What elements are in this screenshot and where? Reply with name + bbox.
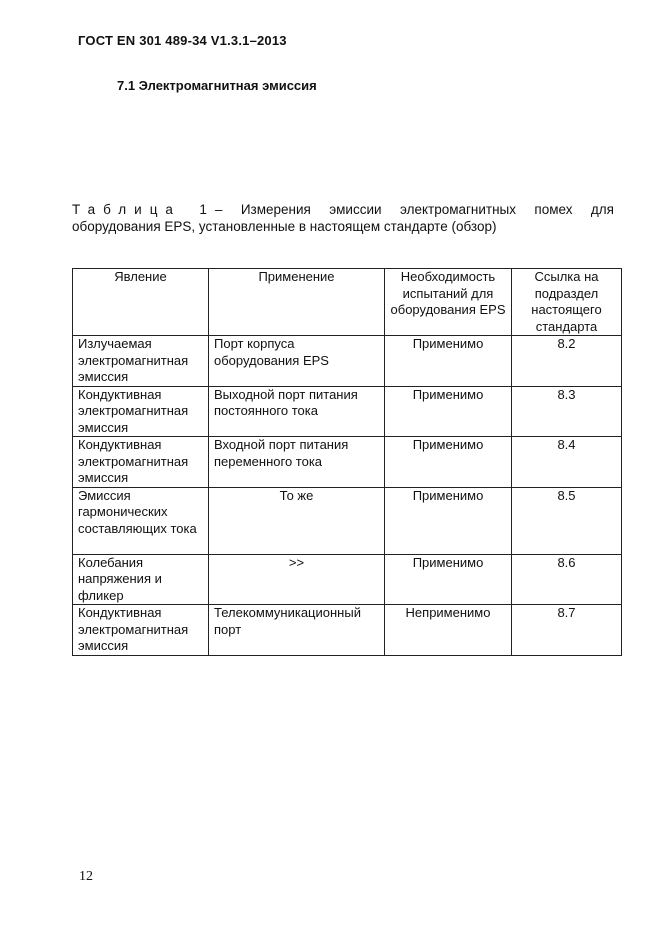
cell-reference: 8.7 bbox=[512, 605, 622, 656]
table-caption-number: 1 bbox=[199, 202, 215, 217]
cell-phenomenon: Излучаемая электромагнитная эмиссия bbox=[73, 336, 209, 387]
cell-phenomenon: Кондуктивная электромагнитная эмиссия bbox=[73, 605, 209, 656]
cell-application: Телекоммуникационный порт bbox=[209, 605, 385, 656]
emission-table bbox=[72, 268, 622, 656]
cell-necessity: Применимо bbox=[385, 554, 512, 605]
table-caption-text: – Измерения эмиссии электромагнитных помех для оборудования EPS, установленные в настоящем стандарте (обзор) bbox=[72, 202, 614, 234]
cell-application: >> bbox=[209, 554, 385, 605]
table-caption bbox=[72, 201, 614, 235]
cell-phenomenon: Эмиссия гармонических составляющих тока bbox=[73, 487, 209, 554]
cell-reference: 8.6 bbox=[512, 554, 622, 605]
cell-application: Выходной порт питания постоянного тока bbox=[209, 386, 385, 437]
column-header-necessity: Необходимость испытаний для оборудования EPS bbox=[385, 269, 512, 336]
page-number: 12 bbox=[79, 869, 93, 884]
cell-necessity: Применимо bbox=[385, 336, 512, 387]
cell-reference: 8.5 bbox=[512, 487, 622, 554]
table-header-row bbox=[73, 269, 622, 336]
cell-phenomenon: Кондуктивная электромагнитная эмиссия bbox=[73, 437, 209, 488]
column-header-reference: Ссылка на подраздел настоящего стандарта bbox=[512, 269, 622, 336]
table-row bbox=[73, 386, 622, 437]
cell-necessity: Неприменимо bbox=[385, 605, 512, 656]
cell-phenomenon: Кондуктивная электромагнитная эмиссия bbox=[73, 386, 209, 437]
table-row bbox=[73, 605, 622, 656]
column-header-application: Применение bbox=[209, 269, 385, 336]
cell-application: Порт корпуса оборудования EPS bbox=[209, 336, 385, 387]
table-row bbox=[73, 437, 622, 488]
section-title: 7.1 Электромагнитная эмиссия bbox=[117, 78, 317, 93]
cell-reference: 8.4 bbox=[512, 437, 622, 488]
cell-reference: 8.3 bbox=[512, 386, 622, 437]
table-row bbox=[73, 336, 622, 387]
cell-necessity: Применимо bbox=[385, 437, 512, 488]
cell-reference: 8.2 bbox=[512, 336, 622, 387]
table-row bbox=[73, 554, 622, 605]
table-caption-label: Таблица bbox=[72, 202, 181, 217]
column-header-phenomenon: Явление bbox=[73, 269, 209, 336]
document-header: ГОСТ EN 301 489-34 V1.3.1–2013 bbox=[78, 33, 287, 48]
cell-application: То же bbox=[209, 487, 385, 554]
table-row bbox=[73, 487, 622, 554]
cell-necessity: Применимо bbox=[385, 386, 512, 437]
cell-application: Входной порт питания переменного тока bbox=[209, 437, 385, 488]
cell-phenomenon: Колебания напряжения и фликер bbox=[73, 554, 209, 605]
cell-necessity: Применимо bbox=[385, 487, 512, 554]
